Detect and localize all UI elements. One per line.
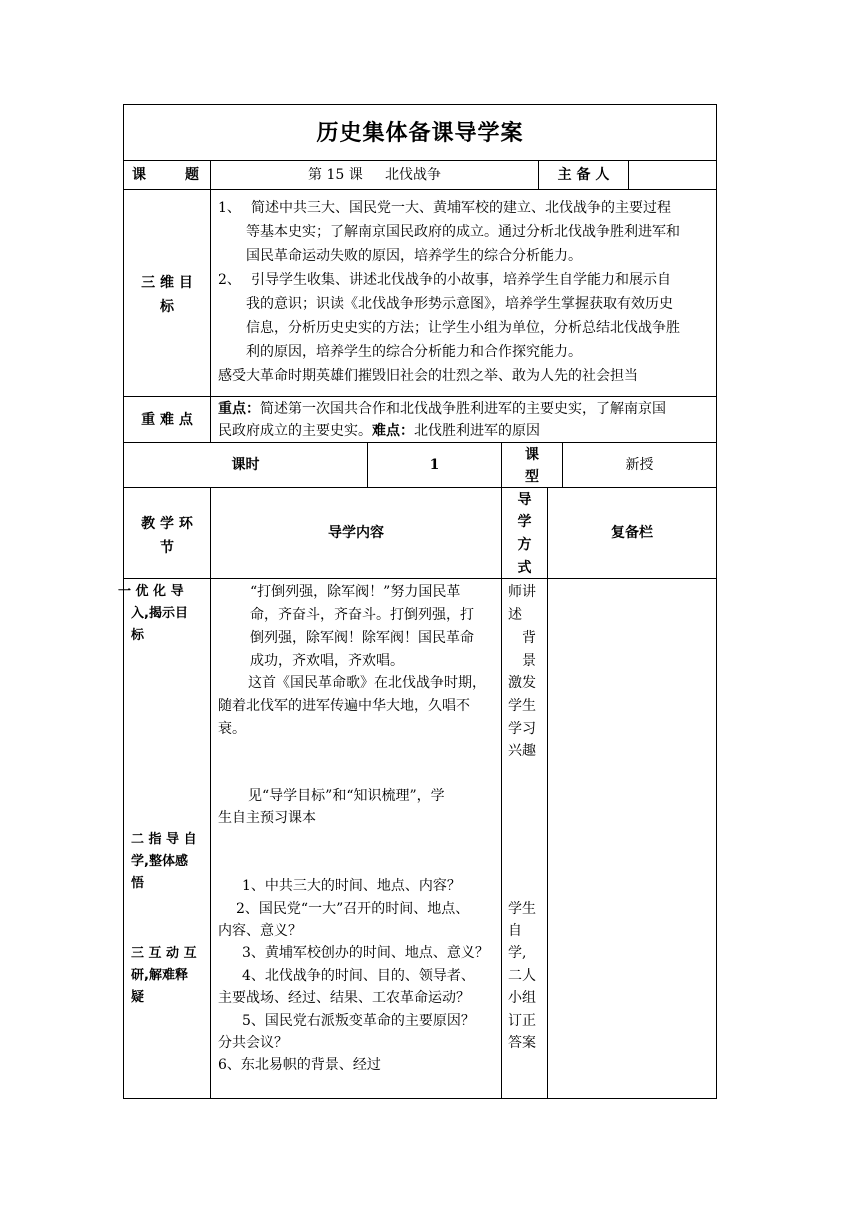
question-item: 5、国民党右派叛变革命的主要原因？ <box>242 1013 475 1029</box>
objectives-label: 标 <box>160 299 174 315</box>
cell-divider <box>210 487 211 1098</box>
question-item: 3、黄埔军校创办的时间、地点、意义？ <box>242 945 489 961</box>
question-item: 2、国民党“一大”召开的时间、地点、 <box>236 901 470 917</box>
hours-value: 1 <box>429 457 440 473</box>
objective-text: 简述中共三大、国民党一大、黄埔军校的建立、北伐战争的主要过程 <box>251 200 671 216</box>
difficulty-text: 北伐胜利进军的原因 <box>414 423 540 439</box>
guide-line: 见“导学目标”和“知识梳理”，学 <box>248 788 445 804</box>
table-border-bottom <box>123 1098 717 1099</box>
difficulty-heading: 难点： <box>372 423 414 439</box>
stage-3-label: 研,解难释 <box>131 968 188 983</box>
method-line: 背 <box>522 630 536 646</box>
guide-line: 生自主预习课本 <box>218 810 316 826</box>
method-line: 师讲 <box>508 584 536 600</box>
method-line: 订正 <box>508 1013 536 1029</box>
stage-header: 教 学 环 <box>141 516 193 532</box>
method-line: 学生 <box>508 901 536 917</box>
cell-divider <box>210 189 211 442</box>
objective-text: 引导学生收集、讲述北伐战争的小故事，培养学生自学能力和展示自 <box>251 272 671 288</box>
stage-3-label: 疑 <box>131 990 145 1005</box>
stage-1-label: 一 优 化 导 <box>118 584 184 599</box>
question-item: 内容、意义？ <box>218 923 302 939</box>
table-divider <box>123 189 717 190</box>
objective-number: 1、 <box>218 200 241 216</box>
hours-label: 课时 <box>231 457 260 473</box>
objective-text: 等基本史实；了解南京国民政府的成立。通过分析北伐战争胜利进军和 <box>246 224 680 240</box>
song-intro-line: 随着北伐军的进军传遍中华大地，久唱不 <box>218 698 470 714</box>
method-line: 学生 <box>508 698 536 714</box>
method-header: 导 <box>517 492 532 508</box>
method-line: 兴趣 <box>508 743 536 759</box>
stage-1-label: 入,揭示目 <box>131 606 188 621</box>
song-line: 命，齐奋斗，齐奋斗。打倒列强，打 <box>250 607 474 623</box>
question-item: 4、北伐战争的时间、目的、领导者、 <box>242 968 475 984</box>
objective-text: 利的原因，培养学生的综合分析能力和合作探究能力。 <box>246 344 582 360</box>
objective-text: 感受大革命时期英雄们摧毁旧社会的壮烈之举、敢为人先的社会担当 <box>218 368 638 384</box>
stage-1-label: 标 <box>131 628 145 643</box>
lesson-type-label: 型 <box>525 469 539 485</box>
cell-divider <box>628 160 629 189</box>
cell-divider <box>547 487 548 1098</box>
stage-2-label: 二 指 导 自 <box>131 832 197 847</box>
song-intro-line: 这首《国民革命歌》在北伐战争时期， <box>248 675 486 691</box>
stage-2-label: 学,整体感 <box>131 854 188 869</box>
page-title: 历史集体备课导学案 <box>316 121 524 146</box>
question-item: 1、中共三大的时间、地点、内容？ <box>242 878 461 894</box>
key-points-line <box>218 419 540 443</box>
content-header: 导学内容 <box>328 525 384 541</box>
key-point-text: 民政府成立的主要史实。 <box>218 423 372 439</box>
method-line: 景 <box>522 653 536 669</box>
lesson-type-value: 新授 <box>625 457 654 473</box>
method-line: 学, <box>508 945 527 961</box>
song-line: “打倒列强，除军阀！”努力国民革 <box>250 584 461 600</box>
method-header: 方 <box>517 537 532 553</box>
song-line: 倒列强，除军阀！除军阀！国民革命 <box>250 630 474 646</box>
stage-3-label: 三 互 动 互 <box>131 946 197 961</box>
objectives-content <box>218 196 714 388</box>
key-points-label: 重 难 点 <box>141 412 193 428</box>
key-point-heading: 重点： <box>218 401 260 417</box>
leader-label: 主 备 人 <box>557 167 610 183</box>
question-item: 主要战场、经过、结果、工农革命运动？ <box>218 990 470 1006</box>
objective-number: 2、 <box>218 272 241 288</box>
objectives-label: 三 维 目 <box>141 275 193 291</box>
method-line: 激发 <box>508 675 536 691</box>
method-header: 学 <box>517 514 532 530</box>
method-line: 学习 <box>508 721 536 737</box>
review-header: 复备栏 <box>611 525 653 541</box>
lesson-type-label: 课 <box>525 447 539 463</box>
topic-value: 第 15 课 北伐战争 <box>308 167 441 183</box>
method-line: 答案 <box>508 1035 536 1051</box>
key-point-text: 简述第一次国共合作和北伐战争胜利进军的主要史实，了解南京国 <box>260 401 666 417</box>
topic-label: 课 题 <box>132 167 199 183</box>
objective-text: 国民革命运动失败的原因，培养学生的综合分析能力。 <box>246 248 582 264</box>
song-line: 成功，齐欢唱，齐欢唱。 <box>250 653 404 669</box>
stage-header: 节 <box>160 540 174 556</box>
method-header: 式 <box>517 560 532 576</box>
question-item: 6、东北易帜的背景、经过 <box>218 1057 381 1073</box>
question-item: 分共会议？ <box>218 1035 288 1051</box>
table-divider <box>123 578 717 579</box>
method-line: 二人 <box>508 968 536 984</box>
table-border-top <box>123 104 717 105</box>
song-intro-line: 衰。 <box>218 721 246 737</box>
objective-text: 信息，分析历史史实的方法；让学生小组为单位，分析总结北伐战争胜 <box>246 320 680 336</box>
method-line: 小组 <box>508 990 536 1006</box>
key-points-line <box>218 397 666 421</box>
table-border-right <box>716 104 717 1099</box>
table-divider <box>123 487 717 488</box>
method-line: 述 <box>508 607 522 623</box>
objective-text: 我的意识；识读《北伐战争形势示意图》，培养学生掌握获取有效历史 <box>246 296 673 312</box>
stage-2-label: 悟 <box>131 876 145 891</box>
method-line: 自 <box>508 923 522 939</box>
